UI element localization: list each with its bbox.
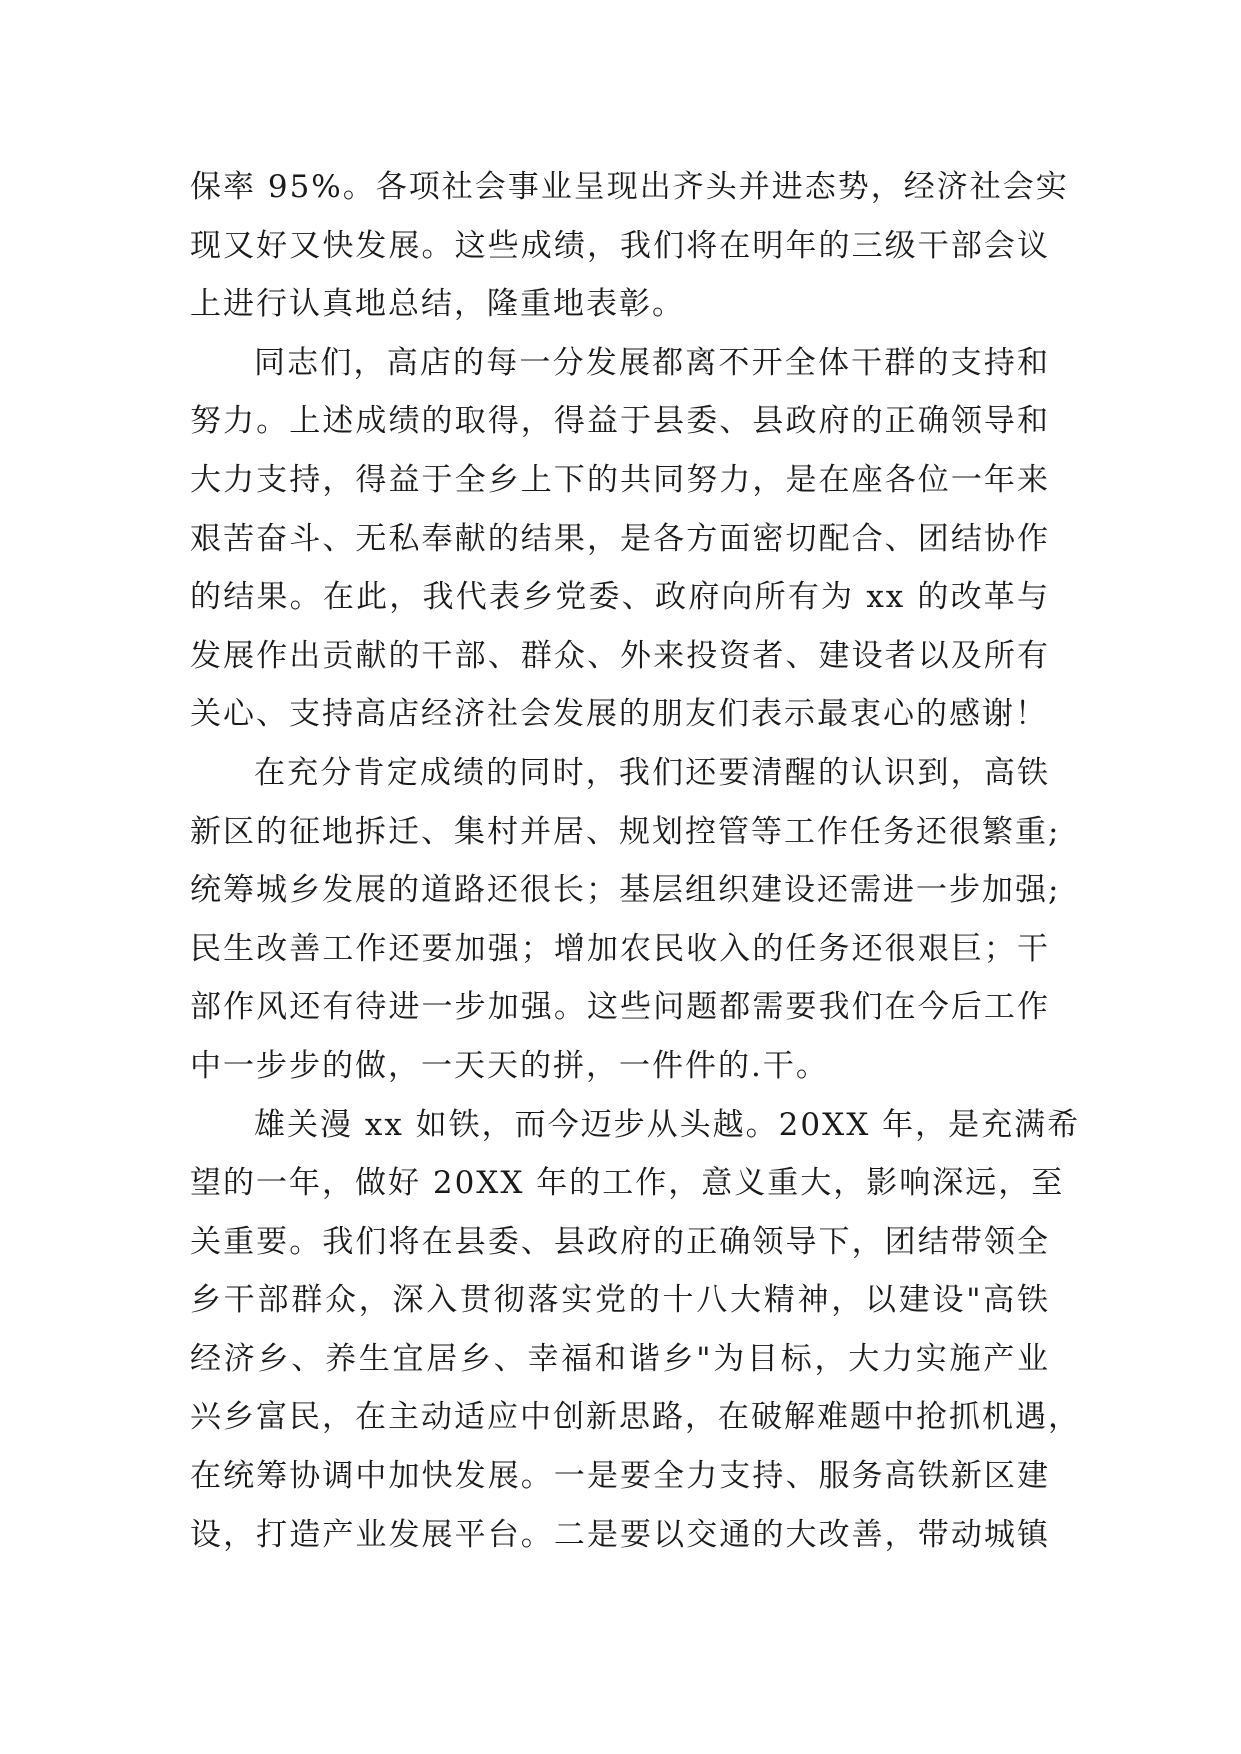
text-line: 在统筹协调中加快发展。一是要全力支持、服务高铁新区建 — [190, 1458, 1050, 1495]
paragraph-3 — [190, 744, 1061, 1096]
text-line: 望的一年，做好 20XX 年的工作，意义重大，影响深远，至 — [190, 1165, 1065, 1202]
text-line: 努力。上述成绩的取得，得益于县委、县政府的正确领导和 — [190, 403, 1050, 440]
text-line: 设，打造产业发展平台。二是要以交通的大改善，带动城镇 — [190, 1516, 1050, 1553]
text-line: 艰苦奋斗、无私奉献的结果，是各方面密切配合、团结协作 — [190, 520, 1050, 557]
text-line: 上进行认真地总结，隆重地表彰。 — [190, 286, 685, 323]
text-line: 的结果。在此，我代表乡党委、政府向所有为 xx 的改革与 — [190, 579, 1050, 616]
text-line: 同志们，高店的每一分发展都离不开全体干群的支持和 — [254, 344, 1050, 381]
text-line: 乡干部群众，深入贯彻落实党的十八大精神，以建设"高铁 — [190, 1282, 1050, 1319]
text-line: 关心、支持高店经济社会发展的朋友们表示最衷心的感谢！ — [190, 696, 1048, 733]
text-line: 雄关漫 xx 如铁，而今迈步从头越。20XX 年，是充满希 — [254, 1106, 1081, 1143]
text-line: 民生改善工作还要加强；增加农民收入的任务还很艰巨；干 — [190, 930, 1050, 967]
text-line: 经济乡、养生宜居乡、幸福和谐乡"为目标，大力实施产业 — [190, 1340, 1050, 1377]
text-line: 发展作出贡献的干部、群众、外来投资者、建设者以及所有 — [190, 637, 1050, 674]
paragraph-4 — [190, 1096, 1081, 1565]
paragraph-1 — [190, 158, 1069, 334]
text-line: 关重要。我们将在县委、县政府的正确领导下，团结带领全 — [190, 1223, 1050, 1260]
text-line: 新区的征地拆迁、集村并居、规划控管等工作任务还很繁重; — [190, 813, 1061, 850]
text-line: 保率 95%。各项社会事业呈现出齐头并进态势，经济社会实 — [190, 169, 1069, 205]
text-line: 中一步步的做，一天天的拼，一件件的.干。 — [190, 1047, 829, 1084]
text-line: 在充分肯定成绩的同时，我们还要清醒的认识到，高铁 — [254, 754, 1050, 791]
paragraph-2 — [190, 334, 1050, 744]
text-line: 现又好又快发展。这些成绩，我们将在明年的三级干部会议 — [190, 227, 1050, 264]
document-body — [190, 158, 1081, 1564]
text-line: 兴乡富民，在主动适应中创新思路，在破解难题中抢抓机遇， — [190, 1399, 1081, 1436]
text-line: 部作风还有待进一步加强。这些问题都需要我们在今后工作 — [190, 989, 1050, 1026]
text-line: 大力支持，得益于全乡上下的共同努力，是在座各位一年来 — [190, 461, 1050, 498]
text-line: 统筹城乡发展的道路还很长；基层组织建设还需进一步加强; — [190, 872, 1061, 909]
